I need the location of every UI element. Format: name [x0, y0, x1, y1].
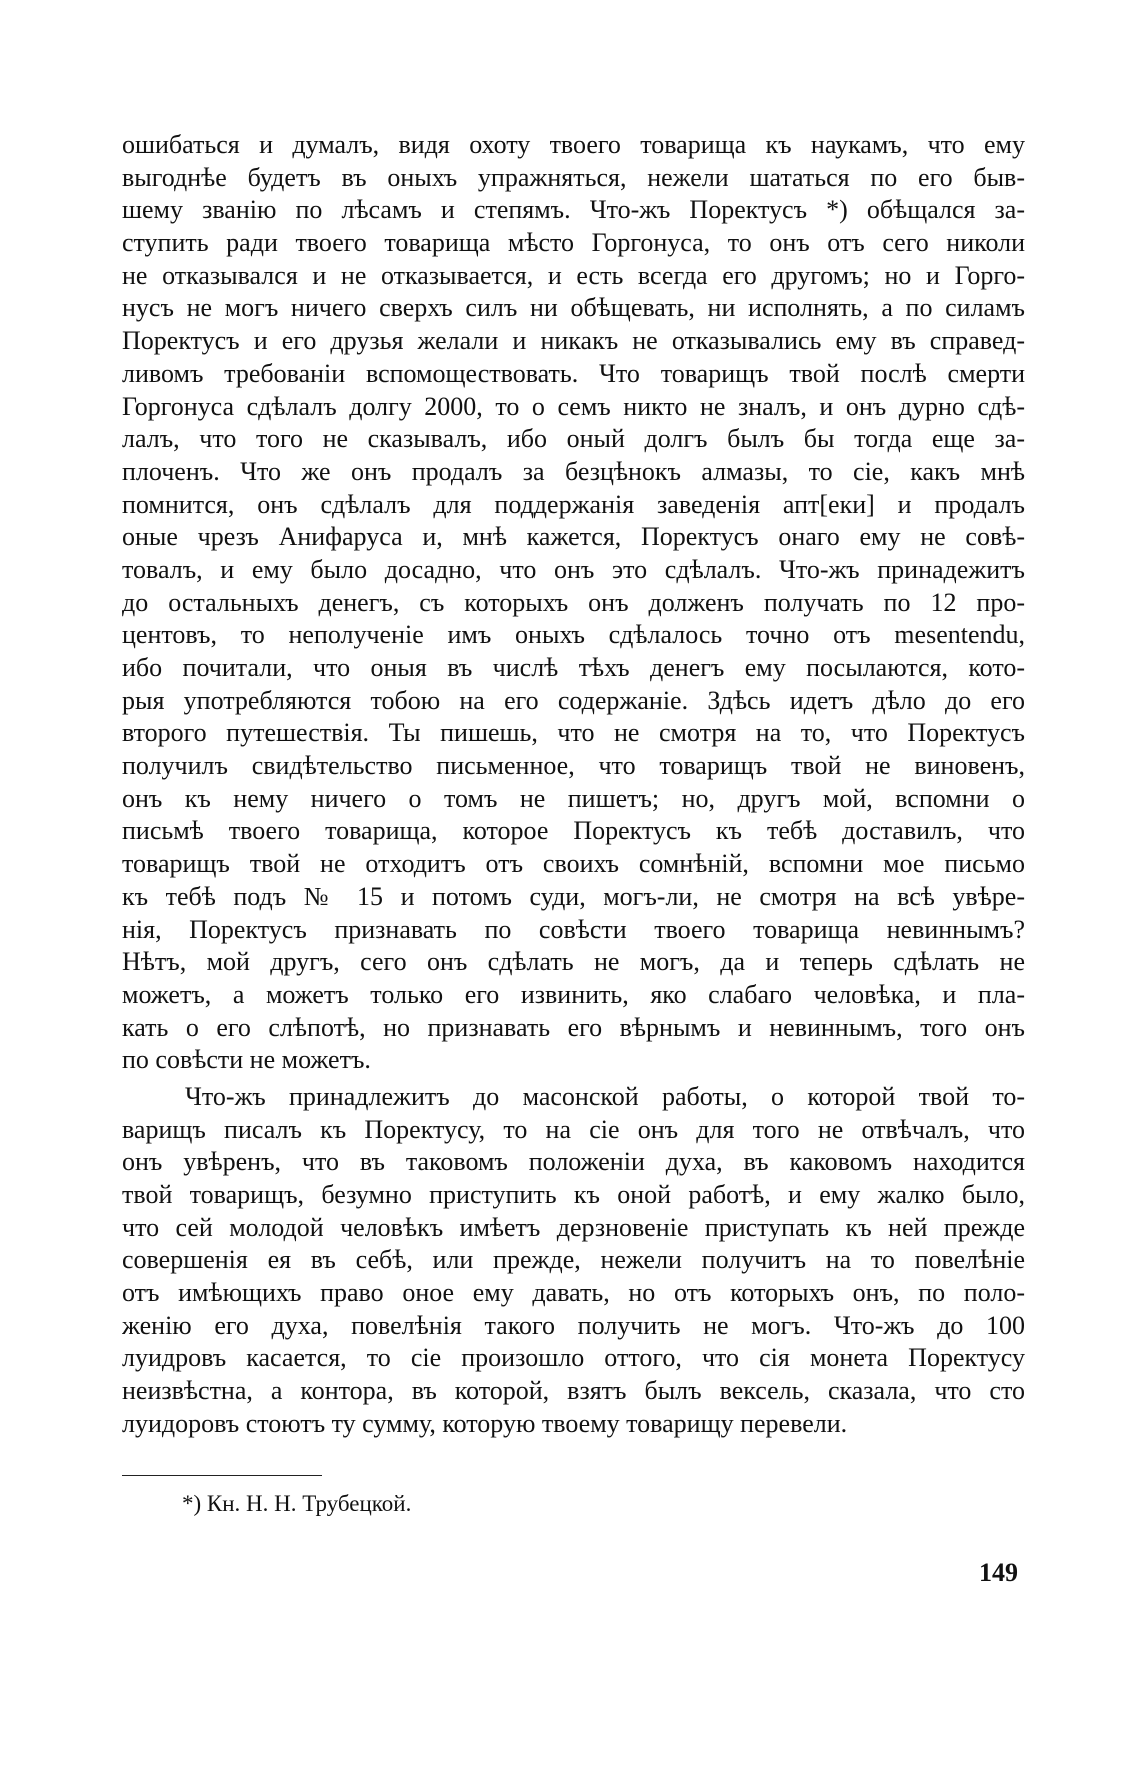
page-number: 149 — [979, 1558, 1018, 1587]
text-line: можетъ, а можетъ только его извинить, яко слабаго человѣка, и пла- — [122, 979, 1025, 1009]
text-line: письмѣ твоего товарища, которое Поректусъ къ тебѣ доставилъ, что — [122, 816, 1025, 846]
text-line: Поректусъ и его друзья желали и никакъ не отказывались ему въ справед- — [122, 326, 1025, 356]
text-line: ливомъ требованіи вспомоществовать. Что товарищъ твой послѣ смерти — [122, 358, 1025, 388]
text-line: женію его духа, повелѣнія такого получить не могъ. Что-жъ до 100 — [122, 1310, 1025, 1340]
text-line: онъ къ нему ничего о томъ не пишетъ; но, другъ мой, вспомни о — [122, 783, 1025, 813]
paragraph-1 — [122, 129, 1025, 1077]
text-line: до остальныхъ денегъ, съ которыхъ онъ долженъ получать по 12 про- — [122, 587, 1025, 617]
text-line: по совѣсти не можетъ. — [122, 1045, 371, 1075]
text-line: ступить ради твоего товарища мѣсто Горгонуса, то онъ отъ сего николи — [122, 228, 1025, 258]
text-line: рыя употребляются тобою на его содержаніе. Здѣсь идетъ дѣло до его — [122, 685, 1025, 715]
footnote-divider — [122, 1475, 322, 1476]
text-line: центовъ, то неполученіе имъ оныхъ сдѣлалось точно отъ mesentendu, — [122, 620, 1025, 650]
text-line: варищъ писалъ къ Поректусу, то на сіе онъ для того не отвѣчалъ, что — [122, 1114, 1025, 1144]
text-line: онъ увѣренъ, что въ таковомъ положеніи духа, въ каковомъ находится — [122, 1147, 1025, 1177]
text-line: нія, Поректусъ признавать по совѣсти твоего товарища невиннымъ? — [122, 914, 1025, 944]
text-line: помнится, онъ сдѣлалъ для поддержанія заведенія апт[еки] и продалъ — [122, 489, 1025, 519]
text-line: луидоровъ стоютъ ту сумму, которую твоему товарищу перевели. — [122, 1408, 848, 1438]
text-line: получилъ свидѣтельство письменное, что товарищъ твой не виновенъ, — [122, 751, 1025, 781]
footnote: *) Кн. Н. Н. Трубецкой. — [182, 1491, 412, 1516]
text-line: не отказывался и не отказывается, и есть всегда его другомъ; но и Горго- — [122, 260, 1025, 290]
text-line: плоченъ. Что же онъ продалъ за безцѣнокъ алмазы, то сіе, какъ мнѣ — [122, 456, 1025, 486]
text-line: Нѣтъ, мой другъ, сего онъ сдѣлать не могъ, да и теперь сдѣлать не — [122, 947, 1025, 977]
text-line: выгоднѣе будетъ въ оныхъ упражняться, нежели шататься по его быв- — [122, 162, 1025, 192]
text-line: Что-жъ принадлежитъ до масонской работы, о которой твой то- — [185, 1081, 1025, 1111]
text-line: ибо почитали, что оныя въ числѣ тѣхъ денегъ ему посылаются, кото- — [122, 653, 1025, 682]
text-line: второго путешествія. Ты пишешь, что не смотря на то, что Поректусъ — [122, 718, 1025, 748]
text-line: нусъ не могъ ничего сверхъ силъ ни обѣщевать, ни исполнять, а по силамъ — [122, 293, 1025, 323]
body-text — [122, 129, 1025, 1441]
text-line: что сей молодой человѣкъ имѣетъ дерзновеніе приступать къ ней прежде — [122, 1212, 1025, 1242]
text-line: совершенія ея въ себѣ, или прежде, нежели получитъ на то повелѣніе — [122, 1245, 1025, 1275]
text-line: къ тебѣ подъ № 15 и потомъ суди, могъ-ли, не смотря на всѣ увѣре- — [122, 881, 1025, 911]
text-line: ошибаться и думалъ, видя охоту твоего товарища къ наукамъ, что ему — [122, 130, 1025, 159]
text-line: товарищъ твой не отходитъ отъ своихъ сомнѣній, вспомни мое письмо — [122, 849, 1025, 879]
text-line: неизвѣстна, а контора, въ которой, взятъ былъ вексель, сказала, что сто — [122, 1376, 1025, 1406]
text-line: луидровъ касается, то сіе произошло оттого, что сія монета Поректусу — [122, 1343, 1025, 1373]
paragraph-2 — [122, 1081, 1025, 1441]
text-line: твой товарищъ, безумно приступить къ оной работѣ, и ему жалко было, — [122, 1180, 1025, 1209]
text-line: шему званію по лѣсамъ и степямъ. Что-жъ Поректусъ *) обѣщался за- — [122, 195, 1025, 225]
text-line: оные чрезъ Анифаруса и, мнѣ кажется, Поректусъ онаго ему не совѣ- — [122, 522, 1025, 552]
text-line: отъ имѣющихъ право оное ему давать, но отъ которыхъ онъ, по поло- — [122, 1278, 1025, 1308]
text-line: кать о его слѣпотѣ, но признавать его вѣрнымъ и невиннымъ, того онъ — [122, 1012, 1025, 1042]
text-line: лалъ, что того не сказывалъ, ибо оный долгъ былъ бы тогда еще за- — [122, 424, 1025, 454]
text-line: товалъ, и ему было досадно, что онъ это сдѣлалъ. Что-жъ принадежитъ — [122, 554, 1025, 584]
text-line: Горгонуса сдѣлалъ долгу 2000, то о семъ никто не зналъ, и онъ дурно сдѣ- — [122, 391, 1025, 421]
